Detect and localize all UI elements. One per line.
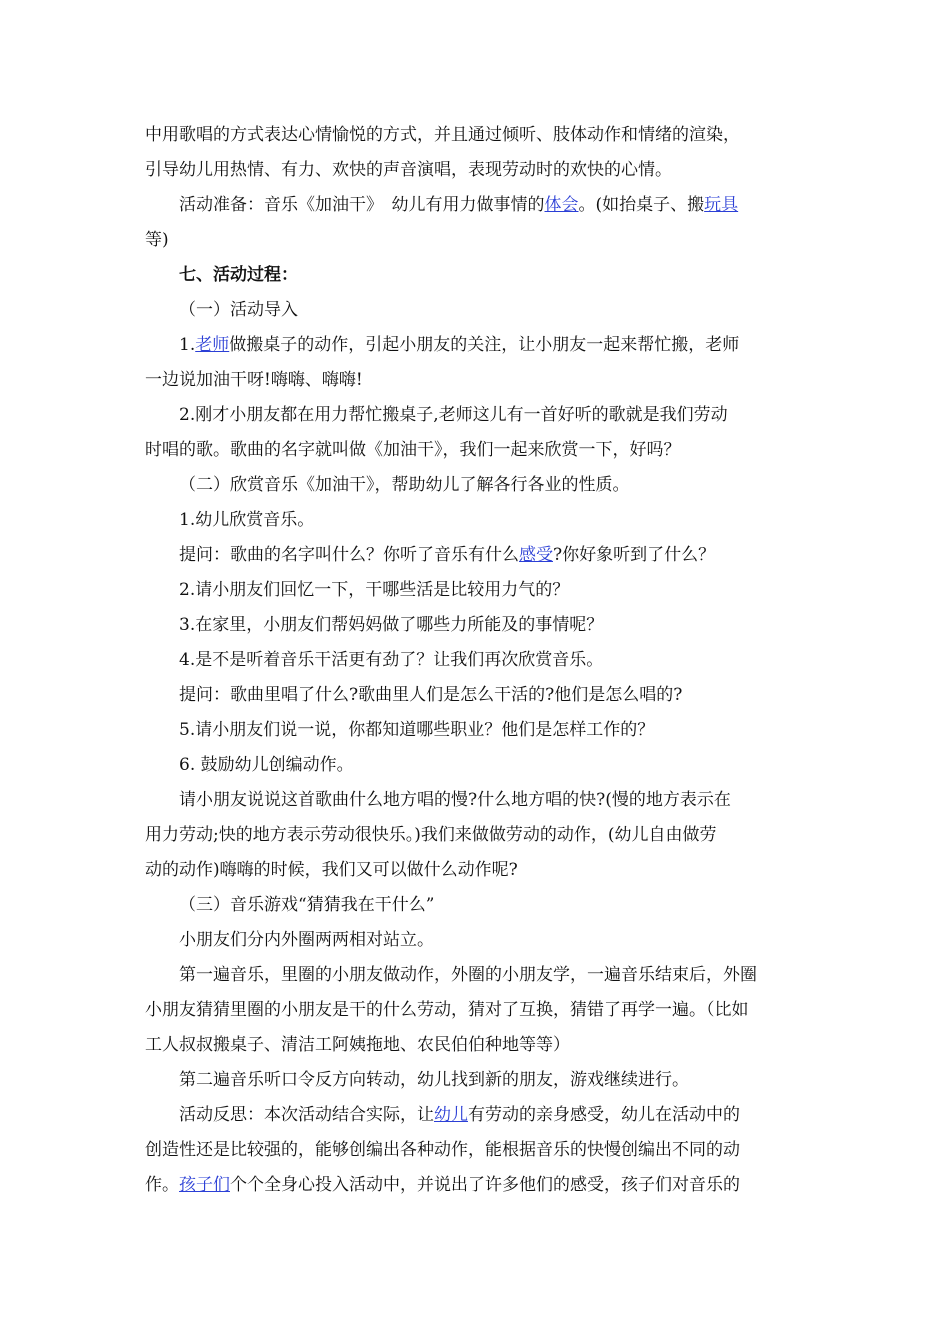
- text-line: [145, 398, 810, 433]
- text-run: 有劳动的亲身感受，幼儿在活动中的: [468, 1105, 740, 1125]
- text-run: 提问：歌曲的名字叫什么？你听了音乐有什么: [179, 545, 519, 565]
- text-run: 1.: [179, 335, 196, 355]
- text-run: 等): [145, 230, 169, 250]
- text-line: [145, 923, 810, 958]
- text-run: 活动准备：音乐《加油干》 幼儿有用力做事情的: [179, 195, 545, 215]
- text-line: [145, 818, 810, 853]
- text-line: [145, 993, 810, 1028]
- text-run: 个个全身心投入活动中，并说出了许多他们的感受，孩子们对音乐的: [230, 1175, 740, 1195]
- text-run: 创造性还是比较强的，能够创编出各种动作，能根据音乐的快慢创编出不同的动: [145, 1140, 740, 1160]
- text-line: [145, 1063, 810, 1098]
- text-line: [145, 538, 810, 573]
- text-run: 提问：歌曲里唱了什么?歌曲里人们是怎么干活的?他们是怎么唱的?: [179, 685, 683, 705]
- text-line: [145, 188, 810, 223]
- text-run: （三）音乐游戏“猜猜我在干什么”: [179, 895, 435, 915]
- text-run: 1.幼儿欣赏音乐。: [179, 510, 315, 530]
- text-run: 作。: [145, 1175, 179, 1195]
- text-run: 6. 鼓励幼儿创编动作。: [179, 755, 354, 775]
- document-body: [145, 118, 810, 1203]
- text-line: [145, 888, 810, 923]
- text-line: [145, 118, 810, 153]
- keyword-link[interactable]: 感受: [519, 545, 553, 565]
- text-line: [145, 678, 810, 713]
- text-run: 。(如抬桌子、搬: [578, 195, 705, 215]
- text-line: [145, 328, 810, 363]
- text-line: [145, 1028, 810, 1063]
- text-line: [145, 363, 810, 398]
- section-heading: [145, 258, 810, 293]
- text-run: 2.刚才小朋友都在用力帮忙搬桌子,老师这儿有一首好听的歌就是我们劳动: [179, 405, 728, 425]
- text-run: 动的动作)嗨嗨的时候，我们又可以做什么动作呢?: [145, 860, 518, 880]
- text-run: 引导幼儿用热情、有力、欢快的声音演唱，表现劳动时的欢快的心情。: [145, 160, 672, 180]
- text-run: ?你好象听到了什么？: [553, 545, 716, 565]
- text-line: [145, 573, 810, 608]
- text-run: 工人叔叔搬桌子、清洁工阿姨拖地、农民伯伯种地等等）: [145, 1035, 570, 1055]
- text-line: [145, 643, 810, 678]
- text-run: 5.请小朋友们说一说，你都知道哪些职业？他们是怎样工作的？: [179, 720, 655, 740]
- text-line: [145, 1098, 810, 1133]
- keyword-link[interactable]: 体会: [544, 195, 579, 215]
- text-line: [145, 468, 810, 503]
- text-line: [145, 748, 810, 783]
- text-run: 2.请小朋友们回忆一下，干哪些活是比较用力气的？: [179, 580, 570, 600]
- text-line: [145, 433, 810, 468]
- text-run: 第一遍音乐，里圈的小朋友做动作，外圈的小朋友学，一遍音乐结束后，外圈: [179, 965, 757, 985]
- text-line: [145, 783, 810, 818]
- text-run: 中用歌唱的方式表达心情愉悦的方式，并且通过倾听、肢体动作和情绪的渲染，: [145, 125, 740, 145]
- text-run: 第二遍音乐听口令反方向转动，幼儿找到新的朋友，游戏继续进行。: [179, 1070, 689, 1090]
- text-line: [145, 1133, 810, 1168]
- text-run: （一）活动导入: [179, 300, 298, 320]
- keyword-link[interactable]: 玩具: [704, 195, 739, 215]
- text-run: 用力劳动;快的地方表示劳动很快乐。)我们来做做劳动的动作，(幼儿自由做劳: [145, 825, 717, 845]
- text-line: [145, 293, 810, 328]
- text-line: [145, 1168, 810, 1203]
- text-line: [145, 503, 810, 538]
- text-run: 3.在家里，小朋友们帮妈妈做了哪些力所能及的事情呢？: [179, 615, 604, 635]
- text-line: [145, 223, 810, 258]
- text-line: [145, 713, 810, 748]
- text-run: （二）欣赏音乐《加油干》，帮助幼儿了解各行各业的性质。: [179, 475, 630, 495]
- keyword-link[interactable]: 幼儿: [434, 1105, 468, 1125]
- keyword-link[interactable]: 孩子们: [179, 1175, 230, 1195]
- text-line: [145, 958, 810, 993]
- text-run: 活动反思：本次活动结合实际，让: [179, 1105, 434, 1125]
- text-run: 时唱的歌。歌曲的名字就叫做《加油干》，我们一起来欣赏一下，好吗？: [145, 440, 681, 460]
- text-run: 一边说加油干呀!嗨嗨、嗨嗨!: [145, 370, 363, 390]
- text-run: 七、活动过程：: [179, 265, 298, 285]
- text-run: 小朋友们分内外圈两两相对站立。: [179, 930, 434, 950]
- text-run: 4.是不是听着音乐干活更有劲了？让我们再次欣赏音乐。: [179, 650, 604, 670]
- text-line: [145, 153, 810, 188]
- text-line: [145, 608, 810, 643]
- text-line: [145, 853, 810, 888]
- text-run: 做搬桌子的动作，引起小朋友的关注，让小朋友一起来帮忙搬，老师: [229, 335, 740, 355]
- text-run: 小朋友猜猜里圈的小朋友是干的什么劳动，猜对了互换，猜错了再学一遍。（比如: [145, 1000, 749, 1020]
- keyword-link[interactable]: 老师: [195, 335, 230, 355]
- text-run: 请小朋友说说这首歌曲什么地方唱的慢?什么地方唱的快?(慢的地方表示在: [179, 790, 731, 810]
